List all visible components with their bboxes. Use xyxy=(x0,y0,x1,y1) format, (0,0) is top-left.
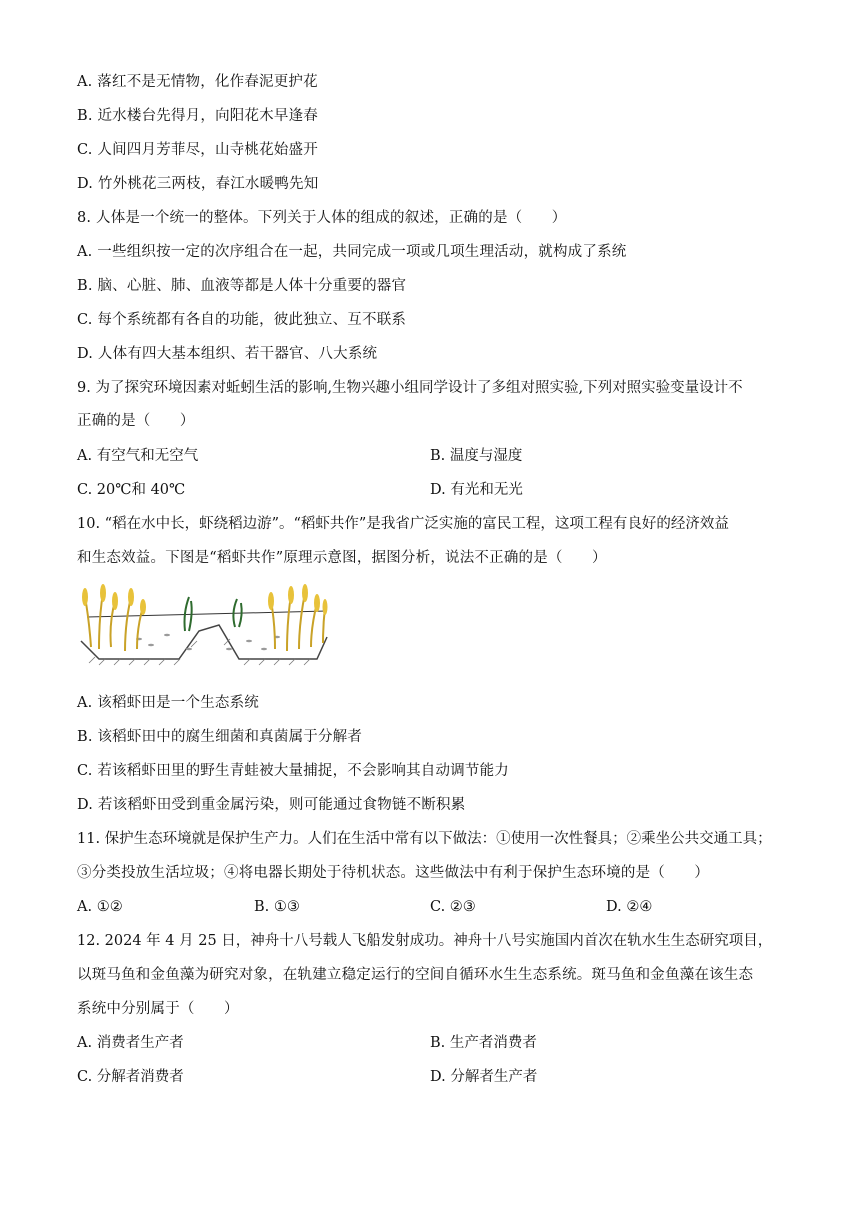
q9-option-a: A. 有空气和无空气 xyxy=(77,448,199,464)
shrimp-marks xyxy=(136,634,280,650)
q10-option-a: A. 该稻虾田是一个生态系统 xyxy=(77,695,259,711)
q9-stem-line1: 9. 为了探究环境因素对蚯蚓生活的影响,生物兴趣小组同学设计了多组对照实验,下列对照实验变量设计不 xyxy=(77,380,743,396)
ground-outline xyxy=(81,625,327,659)
q8-stem: 8. 人体是一个统一的整体。下列关于人体的组成的叙述，正确的是（ ） xyxy=(77,210,567,226)
q8-option-a: A. 一些组织按一定的次序组合在一起，共同完成一项或几项生理活动，就构成了系统 xyxy=(77,244,627,260)
q12-option-a: A. 消费者生产者 xyxy=(77,1035,184,1051)
q10-stem-line2: 和生态效益。下图是“稻虾共作”原理示意图，据图分析，说法不正确的是（ ） xyxy=(77,550,607,566)
q12-stem-line1: 12. 2024 年 4 月 25 日，神舟十八号载人飞船发射成功。神舟十八号实施国内首次在轨水生生态研究项目， xyxy=(77,933,773,949)
q9-option-c: C. 20℃和 40℃ xyxy=(77,482,186,498)
q11-stem-line1: 11. 保护生态环境就是保护生产力。人们在生活中常有以下做法：①使用一次性餐具；②乘坐公共交通工具； xyxy=(77,831,772,847)
ground-hatching xyxy=(89,639,310,665)
q11-option-c: C. ②③ xyxy=(430,899,476,915)
q7-option-a: A. 落红不是无情物，化作春泥更护花 xyxy=(77,74,318,90)
q12-stem-line2: 以斑马鱼和金鱼藻为研究对象，在轨建立稳定运行的空间自循环水生生态系统。斑马鱼和金鱼藻在该生态 xyxy=(77,967,754,983)
q11-stem-line2: ③分类投放生活垃圾；④将电器长期处于待机状态。这些做法中有利于保护生态环境的是（ ） xyxy=(77,865,710,881)
q10-option-d: D. 若该稻虾田受到重金属污染，则可能通过食物链不断积累 xyxy=(77,797,466,813)
q8-option-b: B. 脑、心脏、肺、血液等都是人体十分重要的器官 xyxy=(77,278,407,294)
q12-option-d: D. 分解者生产者 xyxy=(430,1069,538,1085)
q12-option-b: B. 生产者消费者 xyxy=(430,1035,537,1051)
q9-stem-line2: 正确的是（ ） xyxy=(77,413,195,429)
q7-option-b: B. 近水楼台先得月，向阳花木早逢春 xyxy=(77,108,318,124)
q11-option-a: A. ①② xyxy=(77,899,123,915)
q12-stem-line3: 系统中分别属于（ ） xyxy=(77,1001,239,1017)
water-line xyxy=(87,611,327,617)
q10-option-c: C. 若该稻虾田里的野生青蛙被大量捕捉，不会影响其自动调节能力 xyxy=(77,763,509,779)
rice-ears-left xyxy=(82,584,146,615)
q10-stem-line1: 10. “稻在水中长，虾绕稻边游”。“稻虾共作”是我省广泛实施的富民工程，这项工程有良好的经济效益 xyxy=(77,516,729,532)
q12-option-c: C. 分解者消费者 xyxy=(77,1069,184,1085)
q10-option-b: B. 该稻虾田中的腐生细菌和真菌属于分解者 xyxy=(77,729,363,745)
q7-option-c: C. 人间四月芳菲尽，山寺桃花始盛开 xyxy=(77,142,318,158)
q11-option-d: D. ②④ xyxy=(606,899,653,915)
rice-shrimp-diagram xyxy=(79,583,331,669)
q8-option-d: D. 人体有四大基本组织、若干器官、八大系统 xyxy=(77,346,378,362)
rice-ears-right xyxy=(268,584,328,615)
q7-option-d: D. 竹外桃花三两枝，春江水暖鸭先知 xyxy=(77,176,319,192)
q8-option-c: C. 每个系统都有各自的功能，彼此独立、互不联系 xyxy=(77,312,407,328)
q11-option-b: B. ①③ xyxy=(254,899,300,915)
q9-option-b: B. 温度与湿度 xyxy=(430,448,523,464)
q9-option-d: D. 有光和无光 xyxy=(430,482,523,498)
